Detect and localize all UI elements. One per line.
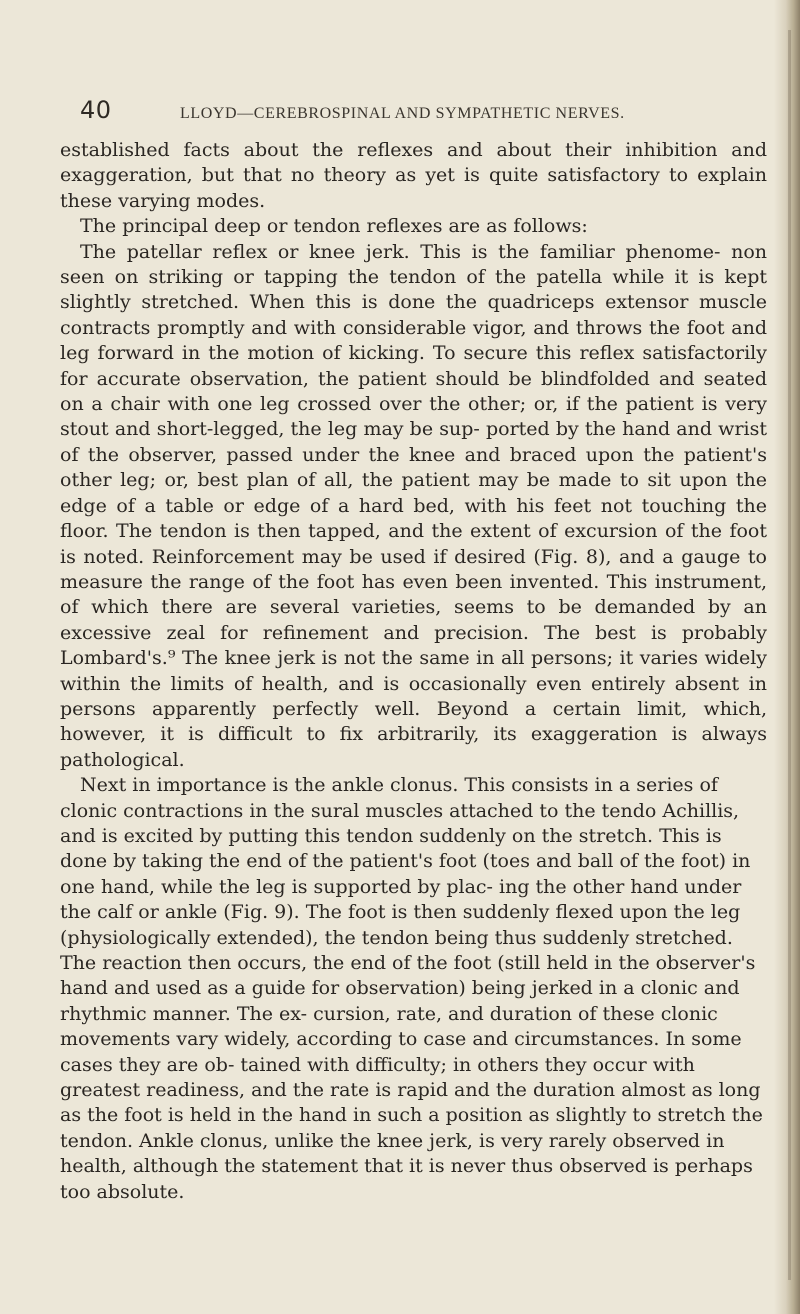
paragraph-patellar-reflex: The patellar reflex or knee jerk. This is the familiar phenome- non seen on striking or tapping the tendon of the patella while it is kept slightly stretched. When this is done the quadriceps extensor muscle contracts promptly and with considerable vigor, and throws the foot and leg forward in the motion of kicking. To secure this reflex satisfactorily for accurate observation, the patient should be blindfolded and seated on a chair with one leg crossed over the other; or, if the patient is very stout and short-legged, the leg may be sup- ported by the hand and wrist of the observer, passed under the knee and braced upon the patient's other leg; or, best plan of all, the patient may be made to sit upon the edge of a table or edge of a hard bed, with his feet not touching the floor. The tendon is then tapped, and the extent of excursion of the foot is noted. Reinforcement may be used if desired (Fig. 8), and a gauge to measure the range of the foot has even been invented. This instrument, of which there are several varieties, seems to be demanded by an excessive zeal for refinement and precision. The best is probably Lombard's.⁹ The knee jerk is not the same in all persons; it varies widely within the limits of health, and is occasionally even entirely absent in persons apparently perfectly well. Beyond a certain limit, which, however, it is difficult to fix arbitrarily, its exaggeration is always pathological. xyxy=(60,240,767,771)
paragraph-intro-reflexes: The principal deep or tendon reflexes are as follows: xyxy=(80,215,588,238)
paragraph-continuation: established facts about the reflexes and about their inhibition and exaggeration, but that no theory as yet is quite satisfactory to explain these varying modes. xyxy=(60,139,767,212)
binding-edge-line xyxy=(788,30,791,1280)
running-header xyxy=(80,96,780,124)
page-edge-shadow xyxy=(774,0,800,1314)
page-number: 40 xyxy=(80,96,112,124)
running-head-title: LLOYD—CEREBROSPINAL AND SYMPATHETIC NERVES. xyxy=(180,105,625,122)
body-text xyxy=(60,138,767,1205)
paragraph-ankle-clonus: Next in importance is the ankle clonus. This consists in a series of clonic contractions in the sural muscles attached to the tendo Achillis, and is excited by putting this tendon suddenly on the stretch. This is done by taking the end of the patient's foot (toes and ball of the foot) in one hand, while the leg is supported by plac- ing the other hand under the calf or ankle (Fig. 9). The foot is then suddenly flexed upon the leg (physiologically extended), the tendon being thus suddenly stretched. The reaction then occurs, the end of the foot (still held in the observer's hand and used as a guide for observation) being jerked in a clonic and rhythmic manner. The ex- cursion, rate, and duration of these clonic movements vary widely, according to case and circumstances. In some cases they are ob- tained with difficulty; in others they occur with greatest readiness, and the rate is rapid and the duration almost as long as the foot is held in the hand in such a position as slightly to stretch the tendon. Ankle clonus, unlike the knee jerk, is very rarely observed in health, although the statement that it is never thus observed is perhaps too absolute. xyxy=(60,774,763,1203)
